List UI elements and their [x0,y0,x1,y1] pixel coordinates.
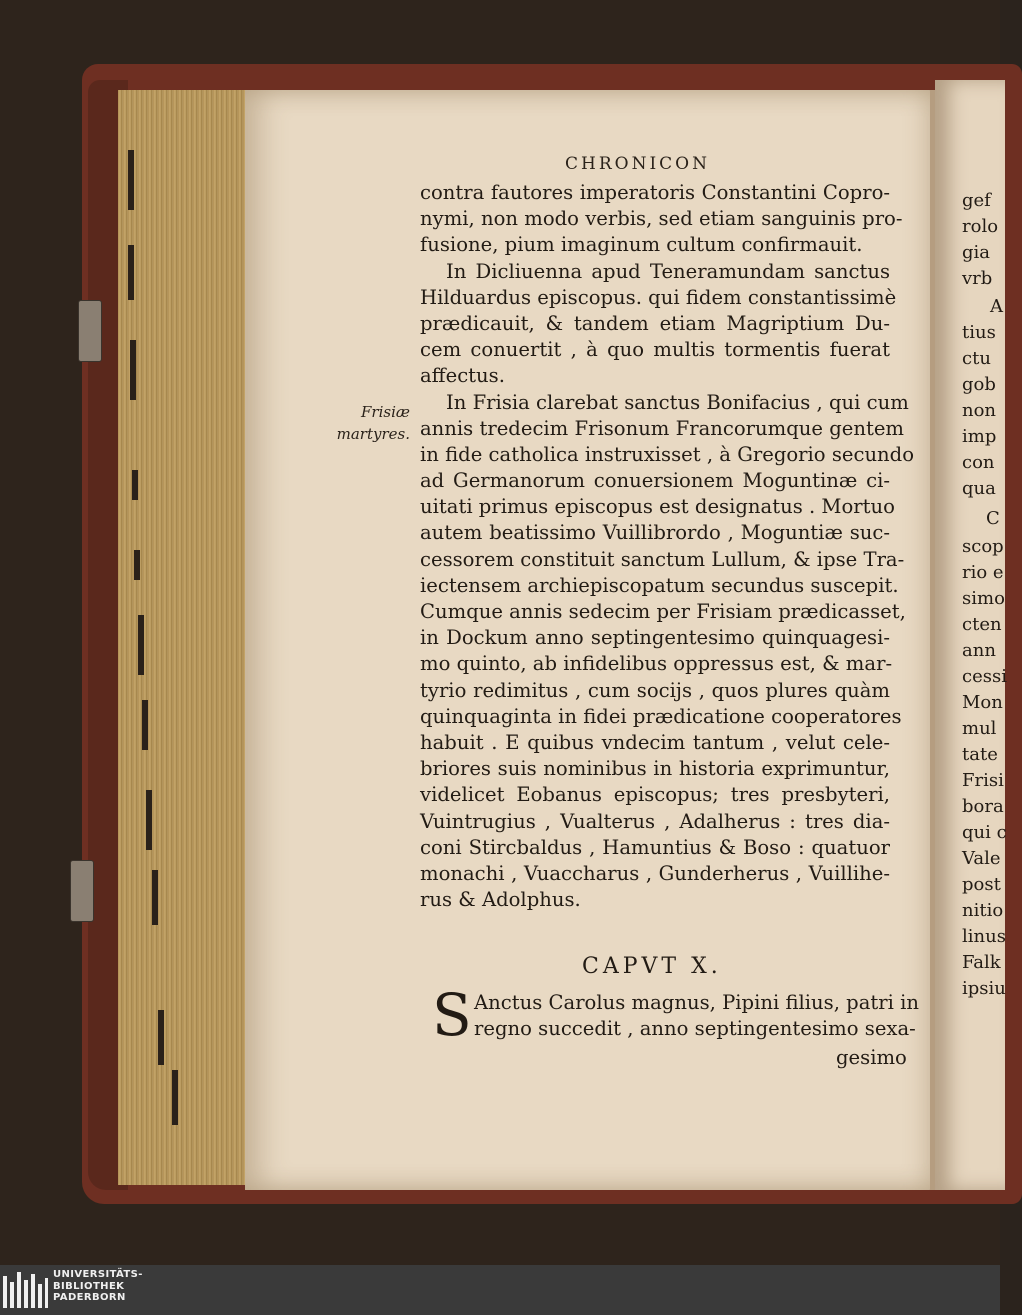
facing-page-fragment: Mon [962,692,1003,713]
text-line: fusione, pium imaginum cultum confirmauit. [420,233,863,257]
text-line: ad Germanorum conuersionem Moguntinæ ci- [420,469,890,493]
facing-page-fragment: scop [962,536,1004,557]
facing-page-fragment: gob [962,374,996,395]
text-line: Cumque annis sedecim per Frisiam prædicasset, [420,600,906,623]
facing-page-fragment: rolo [962,216,999,237]
facing-page-fragment: ipsiu [962,978,1006,999]
text-line: in fide catholica instruxisset , à Gregorio secundo [420,442,915,466]
text-line: iectensem archiepiscopatum secundus suscepit. [420,573,899,597]
text-line: in Dockum anno septingentesimo quinquagesi- [420,626,890,650]
text-line: annis tredecim Frisonum Francorumque gentem [420,416,905,440]
facing-page-fragment: ann [962,640,996,661]
facing-page-fragment: bora [962,796,1004,817]
text-line: mo quinto, ab infidelibus oppressus est, & mar- [420,652,893,676]
facing-page-fragment: linus [962,926,1006,947]
text-line: cessorem constituit sanctum Lullum, & ipse Tra- [420,547,905,571]
text-line: affectus. [420,364,505,388]
text-line: tyrio redimitus , cum socijs , quos plures quàm [420,678,890,702]
edge-tabs [118,90,258,1185]
text-line: prædicauit, & tandem etiam Magriptium Du- [420,311,890,335]
library-logo-text [53,1269,143,1304]
facing-page-fragment: vrb [962,268,993,289]
text-line: Anctus Carolus magnus, Pipini filius, patri in [474,991,920,1014]
body-text [420,180,915,913]
chapter-heading: CAPVT X. [582,954,722,979]
facing-page-fragment: non [962,400,997,421]
logo-line: UNIVERSITÄTS- [53,1269,143,1280]
facing-page-fragment: A [990,296,1003,317]
facing-page-fragment: nitio [962,900,1004,921]
drop-capital: S [432,981,472,1049]
facing-page-fragment: qui c [962,822,1007,843]
text-line: briores suis nominibus in historia exprimuntur, [420,757,890,781]
text-line: In Frisia clarebat sanctus Bonifacius , qui cum [446,390,909,414]
logo-line: BIBLIOTHEK [53,1280,125,1292]
facing-page-fragment: Vale [962,848,1001,869]
library-logo-icon [2,1270,50,1312]
facing-page-fragment: qua [962,478,996,499]
clasp-lower [70,860,94,922]
facing-page-fragment: C [986,508,1000,529]
facing-page-fragment: post [962,874,1001,895]
text-line: autem beatissimo Vuillibrordo , Moguntiæ suc- [420,521,890,545]
text-line: quinquaginta in fidei prædicatione cooperatores [420,704,902,728]
facing-page-fragment: gef [962,190,991,211]
logo-line: PADERBORN [53,1292,126,1303]
facing-page-fragment: simo [962,588,1005,609]
running-head: CHRONICON [565,154,710,174]
text-line: contra fautores imperatoris Constantini Copro- [420,181,890,204]
page-edges [118,90,258,1185]
footer-bar [0,1265,1000,1315]
text-line: uitati primus episcopus est designatus . Mortuo [420,495,895,519]
text-line: videlicet Eobanus episcopus; tres presbyteri, [420,783,890,807]
facing-page-fragment: rio e [962,562,1004,583]
text-line: Hilduardus episcopus. qui fidem constantissimè [420,285,897,309]
text-line: habuit . E quibus vndecim tantum , velut cele- [420,730,890,754]
facing-page-fragment: gia [962,242,991,263]
facing-page-fragment: mul [962,718,997,739]
facing-page-fragment: tate [962,744,998,765]
facing-page-fragment: Falk [962,952,1001,973]
text-line: coni Stircbaldus , Hamuntius & Boso : quatuor [420,835,890,859]
text-line: monachi , Vuaccharus , Gunderherus , Vuillihe- [420,861,890,885]
clasp-upper [78,300,102,362]
text-line: nymi, non modo verbis, sed etiam sanguinis pro- [420,207,903,231]
chapter-opening [432,981,920,1049]
facing-page-fragment: cessi [962,666,1007,687]
text-line: cem conuertit , à quo multis tormentis fuerat [420,338,890,362]
text-line: rus & Adolphus. [420,888,581,912]
facing-page-fragment: imp [962,426,997,447]
facing-page-fragment: tius [962,322,996,343]
facing-page-fragment: cten [962,614,1002,635]
text-line: In Dicliuenna apud Teneramundam sanctus [446,259,890,283]
margin-note-line: martyres. [336,425,410,443]
text-line: Vuintrugius , Vualterus , Adalherus : tres dia- [420,809,890,833]
facing-page-fragment: Frisi [962,770,1004,791]
facing-page-fragment: ctu [962,348,991,369]
text-line: regno succedit , anno septingentesimo sexa- [474,1017,916,1041]
facing-page-fragment: con [962,452,995,473]
margin-note [330,401,410,445]
catchword: gesimo [836,1046,907,1069]
margin-note-line: Frisiæ [361,403,410,421]
